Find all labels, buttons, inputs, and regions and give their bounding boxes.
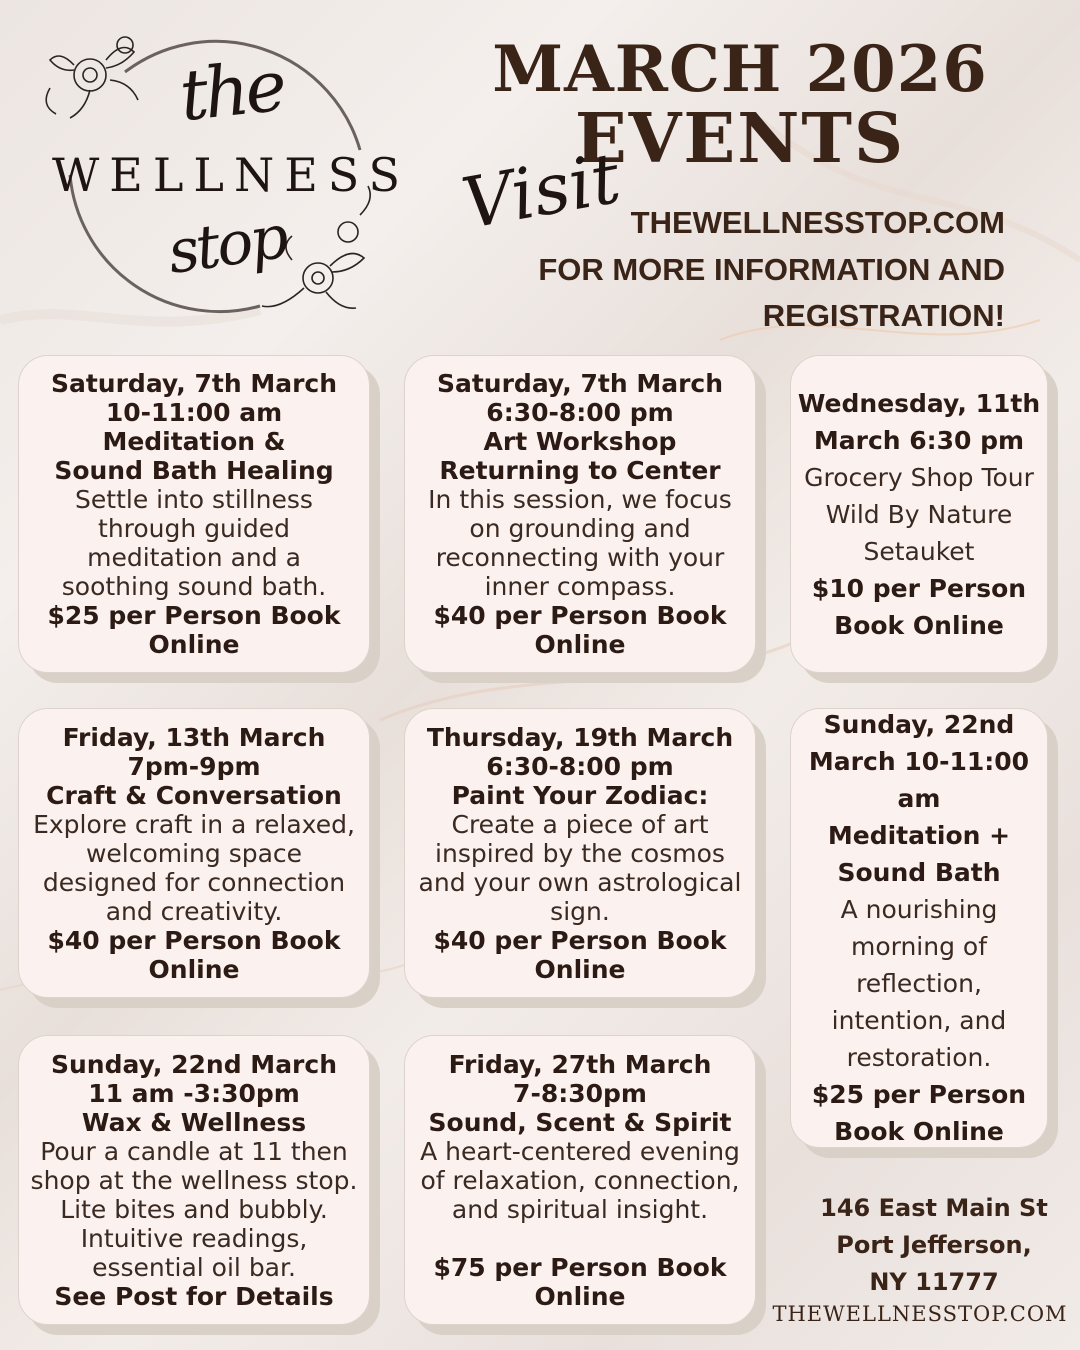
event-title: Meditation & bbox=[102, 427, 286, 456]
event-description: sign. bbox=[550, 896, 610, 926]
event-description: restoration. bbox=[846, 1043, 992, 1072]
event-date: Wednesday, 11th bbox=[797, 388, 1041, 418]
event-description: shop at the wellness stop. bbox=[30, 1165, 358, 1195]
event-description: reconnecting with your bbox=[435, 543, 725, 572]
event-date: Sunday, 22nd bbox=[823, 710, 1015, 739]
event-description: Wild By Nature bbox=[825, 499, 1013, 529]
book-online-link[interactable]: Online bbox=[534, 954, 626, 984]
event-title: Meditation + bbox=[827, 821, 1011, 850]
event-time: 11 am -3:30pm bbox=[88, 1078, 300, 1108]
event-description: essential oil bar. bbox=[92, 1252, 296, 1282]
page-title-line2: EVENTS bbox=[574, 99, 906, 179]
event-description: Settle into stillness bbox=[75, 485, 313, 514]
event-card-wax-wellness[interactable] bbox=[18, 1035, 370, 1325]
event-title: Sound Bath Healing bbox=[54, 456, 334, 485]
event-description: reflection, bbox=[856, 969, 982, 998]
event-card-paint-your-zodiac[interactable] bbox=[404, 708, 756, 998]
event-card-meditation-plus-sound-bath[interactable] bbox=[790, 708, 1048, 1148]
event-description: A heart-centered evening bbox=[420, 1136, 740, 1166]
event-description: intention, and bbox=[831, 1006, 1007, 1035]
event-title: Sound Bath bbox=[837, 858, 1001, 887]
event-time: March 10-11:00 am bbox=[808, 747, 1030, 813]
event-date: Saturday, 7th March bbox=[436, 369, 724, 398]
book-online-link[interactable]: Book Online bbox=[834, 1117, 1004, 1146]
event-date: Friday, 13th March bbox=[62, 722, 326, 752]
book-online-link[interactable]: Online bbox=[534, 630, 626, 659]
event-description: Create a piece of art bbox=[451, 809, 709, 839]
book-online-link[interactable]: Online bbox=[148, 630, 240, 659]
event-time: 6:30-8:00 pm bbox=[486, 751, 674, 781]
event-price: $40 per Person Book bbox=[433, 925, 727, 955]
event-card-craft-conversation[interactable] bbox=[18, 708, 370, 998]
event-description: through guided bbox=[98, 514, 290, 543]
event-description: on grounding and bbox=[469, 514, 691, 543]
event-price: $40 per Person Book bbox=[47, 925, 341, 955]
event-price: $40 per Person Book bbox=[433, 601, 727, 630]
event-title: Craft & Conversation bbox=[46, 780, 342, 810]
event-title: Wax & Wellness bbox=[81, 1107, 307, 1137]
event-card-sound-scent-spirit[interactable] bbox=[404, 1035, 756, 1325]
event-card-art-workshop[interactable] bbox=[404, 355, 756, 673]
event-description: and spiritual insight. bbox=[451, 1194, 709, 1224]
wellness-stop-logo bbox=[30, 10, 410, 330]
event-description: Explore craft in a relaxed, bbox=[33, 809, 355, 839]
event-title: Paint Your Zodiac: bbox=[451, 780, 709, 810]
event-title: Sound, Scent & Spirit bbox=[428, 1107, 732, 1137]
book-online-link[interactable]: Online bbox=[148, 954, 240, 984]
event-description: Grocery Shop Tour bbox=[804, 462, 1034, 492]
event-time: 7pm-9pm bbox=[127, 751, 261, 781]
event-description: inner compass. bbox=[484, 572, 676, 601]
logo-wordmark: WELLNESS bbox=[52, 148, 410, 202]
address-line: 146 East Main St bbox=[820, 1194, 1048, 1222]
logo-script-stop: stop bbox=[163, 202, 290, 288]
event-price: $25 per Person bbox=[811, 1080, 1027, 1109]
info-line: REGISTRATION! bbox=[762, 298, 1005, 333]
page-title-line1: MARCH 2026 bbox=[492, 32, 988, 107]
event-date: Saturday, 7th March bbox=[50, 369, 338, 398]
event-description: A nourishing bbox=[840, 895, 998, 924]
event-card-meditation-sound-bath[interactable] bbox=[18, 355, 370, 673]
event-card-grocery-shop-tour[interactable] bbox=[790, 355, 1048, 673]
event-description: Setauket bbox=[863, 536, 975, 566]
event-date: Sunday, 22nd March bbox=[50, 1049, 338, 1079]
event-title: Returning to Center bbox=[439, 456, 721, 485]
event-time: 7-8:30pm bbox=[513, 1078, 647, 1108]
event-price: $10 per Person bbox=[811, 573, 1027, 603]
event-title: Art Workshop bbox=[483, 427, 677, 456]
event-description: designed for connection bbox=[42, 867, 346, 897]
event-time: 6:30-8:00 pm bbox=[486, 398, 674, 427]
book-online-link[interactable]: Book Online bbox=[834, 610, 1004, 640]
event-description: and your own astrological bbox=[418, 867, 742, 897]
event-description: welcoming space bbox=[85, 838, 303, 868]
event-description: inspired by the cosmos bbox=[435, 838, 725, 868]
address-line: Port Jefferson, bbox=[836, 1231, 1032, 1259]
event-price: $25 per Person Book bbox=[47, 601, 341, 630]
book-online-link[interactable]: Online bbox=[534, 1281, 626, 1311]
event-description: Lite bites and bubbly. bbox=[60, 1194, 328, 1224]
event-description: meditation and a bbox=[87, 543, 301, 572]
website-link[interactable]: THEWELLNESSTOP.COM bbox=[630, 205, 1005, 240]
event-date: Friday, 27th March bbox=[448, 1049, 712, 1079]
event-description: Intuitive readings, bbox=[80, 1223, 308, 1253]
event-date: Thursday, 19th March bbox=[426, 722, 734, 752]
event-description: In this session, we focus bbox=[428, 485, 732, 514]
event-description: morning of bbox=[850, 932, 988, 961]
event-description: and creativity. bbox=[105, 896, 283, 926]
info-line: FOR MORE INFORMATION AND bbox=[538, 252, 1005, 287]
logo-script-the: the bbox=[175, 44, 287, 138]
event-time: March 6:30 pm bbox=[813, 425, 1025, 455]
event-time: 10-11:00 am bbox=[105, 398, 283, 427]
footer-website-link[interactable]: THEWELLNESSTOP.COM bbox=[772, 1302, 1068, 1326]
visit-script: Visit bbox=[456, 136, 627, 246]
see-post-details-link[interactable]: See Post for Details bbox=[54, 1281, 334, 1311]
address-line: NY 11777 bbox=[869, 1268, 999, 1296]
event-description: of relaxation, connection, bbox=[420, 1165, 740, 1195]
event-price: $75 per Person Book bbox=[433, 1252, 727, 1282]
event-description: soothing sound bath. bbox=[61, 572, 327, 601]
event-description: Pour a candle at 11 then bbox=[40, 1136, 348, 1166]
